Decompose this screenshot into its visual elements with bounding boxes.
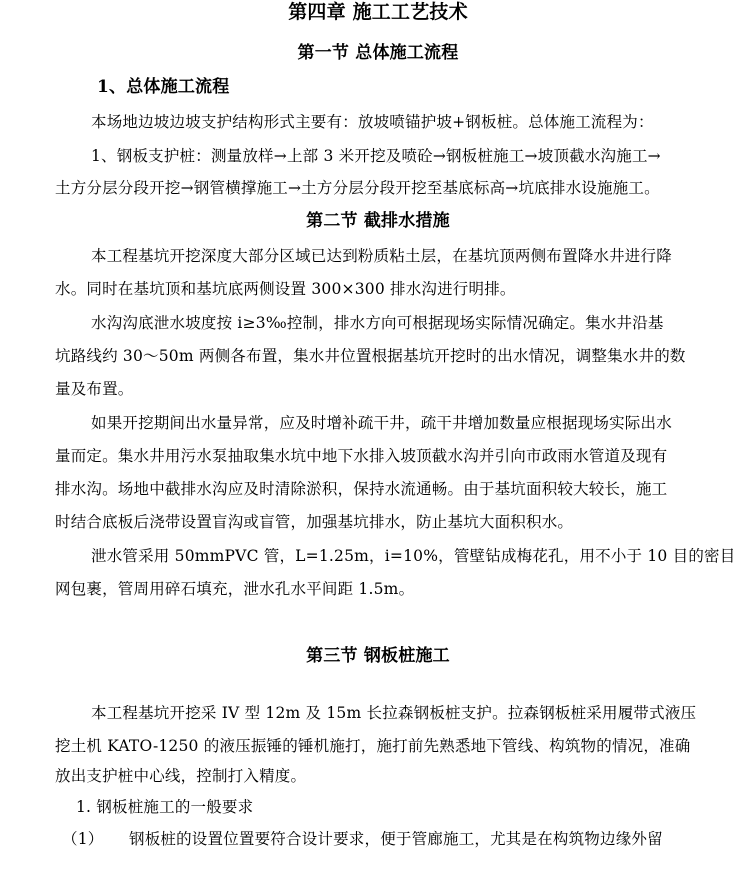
paragraph-line: 时结合底板后浇带设置盲沟或盲管，加强基坑排水，防止基坑大面积积水。 xyxy=(55,513,574,531)
paragraph-line: 1、钢板支护桩：测量放样→上部 3 米开挖及喷砼→钢板桩施工→坡顶截水沟施工→ xyxy=(91,147,661,165)
paragraph-line: 量而定。集水井用污水泵抽取集水坑中地下水排入坡顶截水沟并引向市政雨水管道及现有 xyxy=(55,447,668,465)
list-item-number: （1） xyxy=(62,830,104,848)
paragraph-line: 如果开挖期间出水量异常，应及时增补疏干井，疏干井增加数量应根据现场实际出水 xyxy=(91,414,672,432)
list-item-heading: 1. 钢板桩施工的一般要求 xyxy=(76,798,254,816)
section-3-title: 第三节 钢板桩施工 xyxy=(306,646,450,666)
subsection-1-heading: 1、总体施工流程 xyxy=(97,77,230,97)
paragraph-line: 本工程基坑开挖采 IV 型 12m 及 15m 长拉森钢板桩支护。拉森钢板桩采用履带式液压 xyxy=(91,704,697,722)
section-2-title: 第二节 截排水措施 xyxy=(306,211,450,231)
paragraph-line: 水沟沟底泄水坡度按 i≥3‰控制，排水方向可根据现场实际情况确定。集水井沿基 xyxy=(91,314,664,332)
paragraph-line: 量及布置。 xyxy=(55,380,134,398)
paragraph-line: 水。同时在基坑顶和基坑底两侧设置 300×300 排水沟进行明排。 xyxy=(55,280,516,298)
paragraph-line: 泄水管采用 50mmPVC 管，L=1.25m，i=10%，管壁钻成梅花孔，用不小于 10 目的密目 xyxy=(91,547,736,565)
paragraph-line: 本场地边坡边坡支护结构形式主要有：放坡喷锚护坡+钢板桩。总体施工流程为： xyxy=(91,113,654,131)
list-item-text: 钢板桩的设置位置要符合设计要求，便于管廊施工，尤其是在构筑物边缘外留 xyxy=(129,830,663,848)
paragraph-line: 挖土机 KATO-1250 的液压振锤的锤机施打，施打前先熟悉地下管线、构筑物的情况，准确 xyxy=(55,737,691,755)
paragraph-line: 本工程基坑开挖深度大部分区域已达到粉质粘土层，在基坑顶两侧布置降水井进行降 xyxy=(91,247,672,265)
chapter-title: 第四章 施工工艺技术 xyxy=(288,1,468,23)
paragraph-line: 排水沟。场地中截排水沟应及时清除淤积，保持水流通畅。由于基坑面积较大较长，施工 xyxy=(55,480,668,498)
paragraph-line: 放出支护桩中心线，控制打入精度。 xyxy=(55,767,307,785)
paragraph-line: 坑路线约 30～50m 两侧各布置，集水井位置根据基坑开挖时的出水情况，调整集水井的数 xyxy=(55,347,686,365)
paragraph-line: 土方分层分段开挖→钢管横撑施工→土方分层分段开挖至基底标高→坑底排水设施施工。 xyxy=(55,179,660,197)
paragraph-line: 网包裹，管周用碎石填充，泄水孔水平间距 1.5m。 xyxy=(55,580,415,598)
section-1-title: 第一节 总体施工流程 xyxy=(297,43,459,63)
